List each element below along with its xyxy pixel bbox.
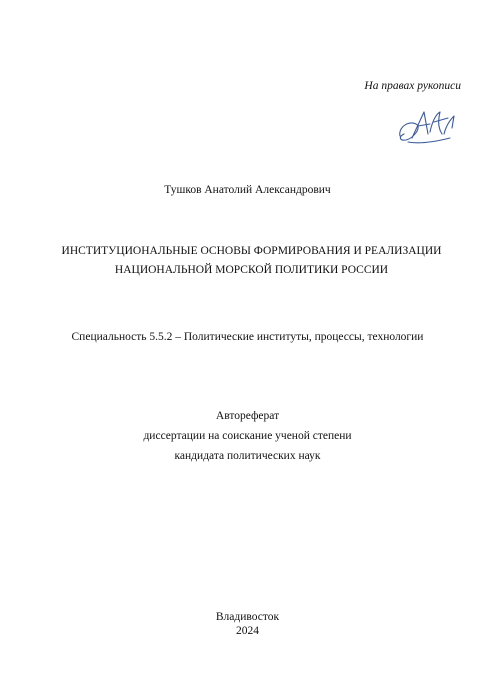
specialty-line: Специальность 5.5.2 – Политические институты, процессы, технологии: [71, 331, 424, 343]
author-name: Тушков Анатолий Александрович: [164, 184, 331, 196]
footer: [0, 610, 495, 638]
footer-city: Владивосток: [215, 611, 280, 623]
title-line-1: ИНСТИТУЦИОНАЛЬНЫЕ ОСНОВЫ ФОРМИРОВАНИЯ И РЕАЛИЗАЦИИ: [61, 245, 442, 257]
abstract-line-1: Автореферат: [215, 410, 280, 422]
signature-icon: [394, 104, 458, 148]
footer-year: 2024: [236, 625, 259, 637]
abstract-line-3: кандидата политических наук: [174, 450, 321, 462]
manuscript-note: На правах рукописи: [364, 80, 461, 92]
dissertation-title: [40, 242, 463, 280]
title-line-2: НАЦИОНАЛЬНОЙ МОРСКОЙ ПОЛИТИКИ РОССИИ: [114, 264, 389, 276]
abstract-line-2: диссертации на соискание ученой степени: [143, 430, 352, 442]
abstract-description: [0, 406, 495, 466]
